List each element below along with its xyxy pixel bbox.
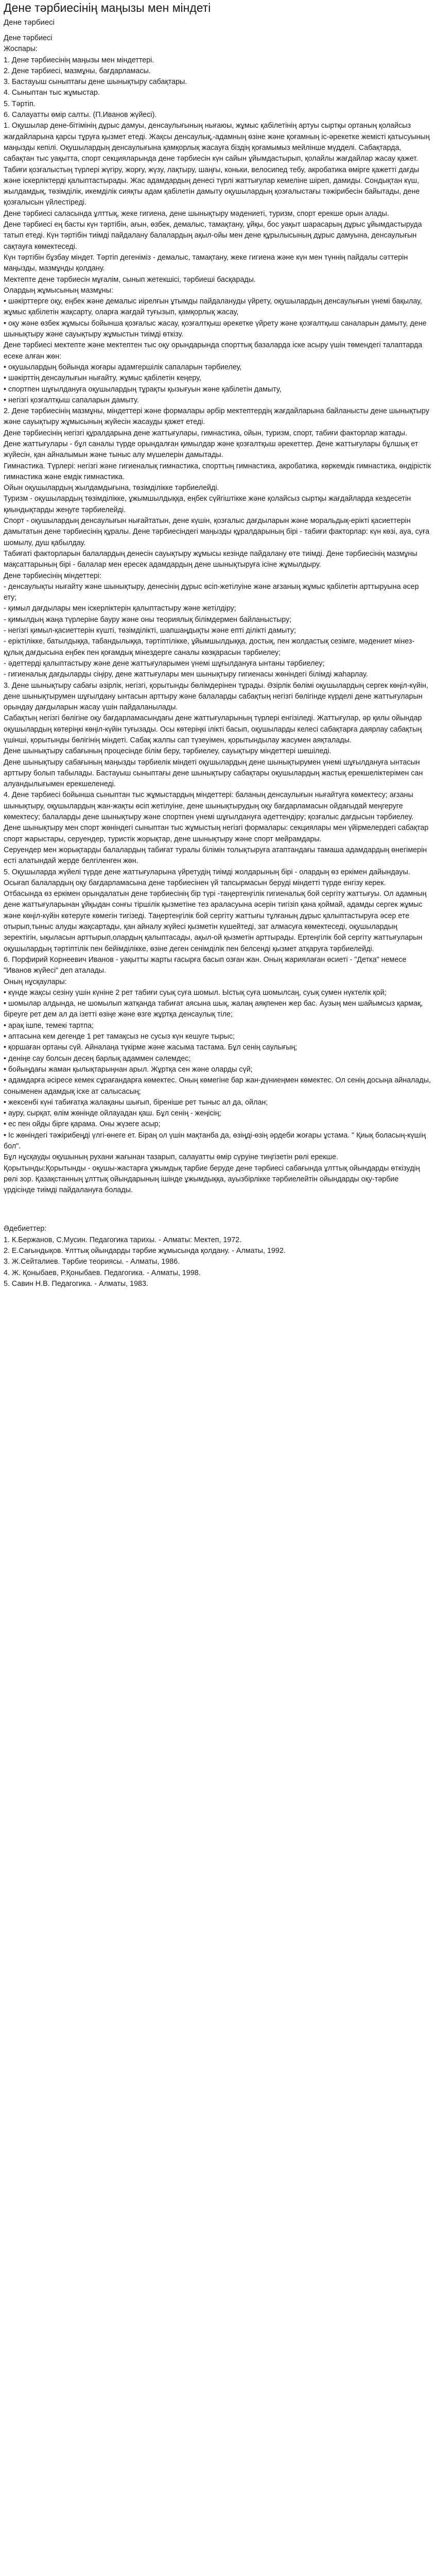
body-paragraph: Мектепте дене тәрбиесін мұғалім, сынып жетекшісі, тәрбиеші басқарады.: [4, 275, 256, 284]
body-paragraph: • арақ ішпе, темекі тартпа;: [4, 1021, 94, 1030]
body-paragraph: 2. Дене тәрбиесінің мазмұны, міндеттері және формалары әрбір мектептердің жағдайларына байланысты дене шынықтыру және сауықтыру жұмысының жүйесін жасауды қажет етеді.: [4, 407, 429, 427]
body-paragraph: - әдеттерді қалыптастыру және дене жаттығуларымен үнемі шұғылдануға ынтаны тәрбиелеу;: [4, 659, 325, 668]
body-paragraph: • оқушылардың бойында жоғары адамгершілік сапаларын тәрбиелеу,: [4, 363, 242, 371]
body-paragraph: Серуендер мен жорықтарды балалардың табиғат туралы білімін толықтыруға атаптандағы тамаша адамдардың өнегімерін есті алатындай жерде белгіленген жөн.: [4, 845, 427, 866]
body-paragraph: • қоршаған ортаны сүй. Айналаңа түкірме және жасыма тастама. Бұл сенің саулығың;: [4, 1043, 298, 1052]
body-paragraph: • адамдарға әсіресе кемек сұрағандарға көмектес. Оның көмегіне бар жан-дүниеңмен көмектес. Ол сенің досыңа айналады, соныменен адамдық іске ат салысасың;: [4, 1076, 431, 1096]
references-section: [4, 1224, 432, 1290]
body-paragraph: Дене шынықтыру мен спорт жөніндегі сыныптан тыс жұмыстың негізгі формалары: секциялары мен үйірмелердегі сабақтар спорт жарыстары, серуендер, туристік жорықтар, дене шынықтыру және спорт мейрамдары.: [4, 824, 429, 843]
body-paragraph: - гигиеналық дағдыларды сіңіру, дене жаттығулары мен шынықтыру гигиенасы жөніндегі білімді жаһарлау.: [4, 670, 368, 679]
body-paragraph: Дене тәрбиесі мектепте және мектептен тыс оқу орындарында спорттық базаларда іске асыру үшін төмендегі талаптарда есеке алған жөн:: [4, 341, 423, 361]
body-paragraph: Дене тәрбиесінің міндеттері:: [4, 571, 101, 580]
body-paragraph: • ауру, сырқат, өлім жөнінде ойлауадан қаш. Бұл сенің - жеңісің;: [4, 1109, 221, 1118]
body-paragraph: 6. Салауатты өмір салты. (П.Иванов жүйесі).: [4, 111, 157, 120]
body-paragraph: - қимыл дағдылары мен іскерліктерін қалыптастыру және жетілдіру;: [4, 604, 236, 613]
body-paragraph: • ес пен ойды бірге қарама. Оны жүзеге асыр;: [4, 1120, 161, 1129]
references-list: [4, 1235, 432, 1290]
reference-item: 2. Е.Сағындықов. Ұлттық ойындарды тәрбие жұмысында қолдану. - Алматы, 1992.: [4, 1247, 286, 1256]
body-paragraph: • шәкірттерге оқу, еңбек және демалыс иірелғын ұтымды пайдалануды үйрету, оқушылардың денсаулығын үнемі бақылау, жұмыс қабілетін жақсарту, оларға жағдай туғызып, қамқорлық жасау,: [4, 297, 422, 317]
body-paragraph: 4. Сыныптан тыс жұмыстар.: [4, 89, 100, 97]
body-paragraph: Оның нұсқаулары:: [4, 977, 67, 986]
body-paragraph: - денсаулықты нығайту және шынықтыру, денесінің дұрыс өсіп-жетілуіне және ағзаның жұмыс қабілетін арттыруына әсер ету;: [4, 582, 419, 602]
body-paragraph: Сабақтың негізгі бөлігіне оқу бағдарламасындағы дене жаттығуларының түрлері енгізіледі. Жаттығулар, әр қилы ойындар оқушылардың көтеріңкі көңіл-күйін туғызады. Осы көтеріңкі ілікті басып, оқушыларды келесі сабақтарға даярлау сабақтың үшінші, қорытынды бөлігінің міндеті. Сабақ жалпы сап түзеуімен, қорытындылау жасумен аяқталады.: [4, 714, 422, 744]
spacer: [4, 1196, 432, 1224]
body-paragraph: - қимылдың жаңа түрлеріне бауру және оны теориялық білімдермен байланыстыру;: [4, 615, 292, 624]
body-paragraph: Дене тәрбиесінің негізгі құралдарына дене жаттығулары, гимнастика, ойын, туризм, спорт, табиғи факторлар жатады.: [4, 429, 408, 437]
body-paragraph: Дене тәрбиесі: [4, 34, 53, 42]
body-paragraph: Спорт - оқушылардың денсаулығын нығайтатын, дене күшін, қозғалыс дағдыларын және моральдық-ерікті қасиеттерін дамытатын дене тәрбиесінің құралы. Дене тәрбиесіндегі маңызды құралдарының бірі - табиғи факторлар: күн көзі, ауа, суға шомылу, душ қабылдау.: [4, 517, 430, 547]
body-paragraph: Дене шынықтыру сабағының процесінде білім беру, тәрбиелеу, сауықтыру міндеттері шешіледі.: [4, 747, 332, 756]
body-paragraph: • күнде жақсы сезіну үшін күніне 2 рет табиғи суық суға шомыл. Ыстық суға шомылсаң, суық сумен нүктелік қой;: [4, 988, 387, 997]
body-paragraph: Дене тәрбиесі ең басты күн тәртібін, ағын, өзбек, демалыс, тамақтану, ұйқы, бос уақыт шарасарың дұрыс ұйымдастыруда татып етеді. Күн тәртібін тиімді пайдалану балалардың ақыл-ойы мен дене құрылысының дұрыс дамуына, денсаулығын сақтауға көмектеседі.: [4, 221, 422, 251]
body-paragraph: • спортпен шұғылдануға оқушылардың тұрақты қызығуын және қабілетін дамыту,: [4, 385, 282, 394]
body-paragraph: Гимнастика. Түрлері: негізгі және гигиеналық гимнастика, спорттың гимнастика, акробатика, көркемдік гимнастика, өндірістік гимнастика және емдік гимнастика.: [4, 462, 431, 481]
body-paragraph: Табиғаті факторларын балалардың денесін сауықтыру жұмысы кезінде пайдалану өте тиімді. Дене тәрбиесінің мазмұны мақсаттарының бірі - балалар мен ересек адамдардың дене шынықтыруға ісіне жұмылдыру.: [4, 549, 417, 569]
body-paragraph: • Іс жөніндегі тәжірибеңді үлгі-өнеге ет. Біраң ол үшін мақтанба да, өзіңді-өзің әрдеби жоғары ұстама. " Қиық боласың-күшің бол".: [4, 1131, 426, 1150]
body-paragraph: Дене тәрбиесі саласында ұлттық, жеке гигиена, дене шынықтыру мәдениеті, туризм, спорт ерекше орын алады.: [4, 209, 389, 218]
page-title: Дене тәрбиесінің маңызы мен міндеті: [4, 1, 211, 14]
body-paragraph: Күн тәртібін бұзбау міндет. Тәртіп дегеніміз - демалыс, тамақтану, жеке гигиена және күн мен түннің пайдалы сәттерін маңызды, мазмұнды қолдану.: [4, 253, 408, 273]
reference-item: 1. К.Бержанов, С.Мусин. Педагогика тарихы. - Алматы: Мектеп, 1972.: [4, 1235, 242, 1244]
body-paragraph: - негізгі қимыл-қасиеттерін күшті, төзімділікті, шапшаңдықты және епті ділікті дамыту;: [4, 626, 297, 635]
body-paragraph: - еріктілікке, батылдыққа, табандылыққа, тәртіптілікке, ұйымшылдыққа, достық, пен жолдастық сезімге, мәдениет мінез-құлық дағдысына еңбек пен қоғамдық мінездерге саналы көзқарасын тәрбиелеу;: [4, 637, 415, 657]
body-paragraph: Бұл нұсқауды оқушының рухани жағынан тазарып, салауатты өмір сүруіне тиңгізетін рөлі ерекше.: [4, 1153, 339, 1162]
body-paragraph: 2. Дене тәрбиесі, мазмұны, бағдарламасы.: [4, 66, 151, 75]
body-paragraph: Дене жаттығулары - бұл саналы түрде орындалған қимылдар және қозғалтқыш әрекеттер. Дене жаттығулары бұлшық ет жүйесін, қан айналымын және тыныс алу мүшелерін дамытады.: [4, 439, 418, 460]
body-paragraph: • оқу және өзбек жұмысы бойынша қозғалыс жасау, қозғалтқыш әрекетке үйрету және қозғалтқыш саналарын дамыту, дене шынықтыру және сауықтыру жұмыстын тиімді өткізу.: [4, 319, 427, 339]
body-paragraph: • негізгі қозғалтқыш сапаларын дамыту.: [4, 396, 139, 404]
body-paragraph: Туризм - оқушылардың төзімділікке, ұжымшылдыққа, еңбек сүйгіштікке және қолайсыз сыртқы жағдайларда кездесетін қиындықтарды жеңуге тәрбиелейді.: [4, 495, 411, 514]
page-subtitle: Дене тәрбиесі: [4, 18, 55, 27]
body-paragraph: • шомылар алдында, не шомылып жатқанда табиғат аясына шық, жалаң аяқпенен жер бас. Аузың мен шайымсыз қармақ, біреуге рет дем ал да ізетті өзіңе және өзге жұртқа денсаулық тіле;: [4, 999, 423, 1019]
body-paragraph: • бойыңдағы жаман қылықтарыңнан арыл. Жұртқа сен және оларды сүй;: [4, 1065, 253, 1074]
reference-item: 5. Савин Н.В. Педагогика. - Алматы, 1983.: [4, 1279, 148, 1288]
body-paragraph: 5. Оқушыларда жүйелі түрде дене жаттығуларына үйретудің тиімді жолдарының бірі - олардың өз еркімен дайындауы. Осығап балалардың оқу бағдарламасына дене тәрбиесінен үй тапсырмасын беруді міндетті түрде енгізу керек.: [4, 868, 410, 887]
body-paragraph: Жоспары:: [4, 45, 38, 54]
body-paragraph: 6. Порфирий Корнеевич Иванов - уақытты жарты ғасырға басып озған жан. Оның жариялаған өсиеті - "Детка" немесе "Иванов жүйесі" деп аталады.: [4, 955, 407, 975]
body-paragraph: 3. Дене шынықтыру сабағы әзірлік, негізгі, қорытынды бөлімдерінен тұрады. Әзірлік бөлімі оқушылардың сергек көңіл-күйін, дене шынықтырумен шұғылдану ынтасын арттыру және балаларды сабақтың негізгі бөлігінде күрделі дене жаттығуларын орындау дағдыларын жасау үшін пайдаланылады.: [4, 681, 428, 712]
body-paragraph: • аптасына кем дегенде 1 рет тамақсыз не сусыз күн кешуге тырыс;: [4, 1032, 235, 1041]
body-paragraph: Отбасында өз еркімен орындалатын дене тәрбиесінің бір түрі -таңертеңгілік гигиеналық бой сергіту жаттығуы. Ол адамның дене жаттығуларынан ұйқыдан сонғы тіршілік қызметіне тез араласуына әсерін тигізіп қана қоймай, адамды сергек жұмыс және көңіл-күйін көтеруге көмегін тигізеді. Таңертеңгілік бой сергіту жаттығы тұлғаның дұрыс қалыптастыруға әсер ете отырып,тыныс алуды жақсартады, қан айналу жүйесі қызметін күшейтеді, зат алмасуға көмектеседі, оқушылардың зеректігін, ықыласын арттырып,олардың қалыптасады, ақыл-ой қызметін арттырады. Ертеңгілік бой сергіту жаттығуларын оқушылардың тәртіптілік пен бейімділікке, өзіне деген сенімділік пен белсенді қызмет атқаруға тәрбиелейді.: [4, 890, 427, 953]
reference-item: 3. Ж.Сейталиев. Тәрбие теориясы. - Алматы, 1986.: [4, 1258, 180, 1266]
body-paragraph: 5. Тәртіп.: [4, 99, 36, 108]
references-heading: Әдебиеттер:: [4, 1225, 47, 1233]
body-paragraph: Ойын оқушылардың жылдамдығына, төзімділікке тәрбиелейді.: [4, 484, 219, 493]
body-paragraph: Олардың жұмысының мазмұны:: [4, 286, 113, 295]
reference-item: 4. Ж. Қоныбаев, Р.Қоныбаев. Педагогика. - Алматы, 1998.: [4, 1268, 201, 1277]
body-paragraph: • шәкірттің денсаулығын нығайту, жұмыс қабілетін кеңеру,: [4, 374, 201, 383]
body-paragraph: • деніңе сау болсын десең барлық адаммен сәлемдес;: [4, 1054, 191, 1063]
body-paragraph: 1. Дене тәрбиесінің маңызы мен міндеттері.: [4, 56, 154, 64]
body-paragraph: Табиғи қозғалыстың түрлері жүгіру, жорғу, жүзу, лақтыру, шаңғы, коньки, велосипед тебу, акробатика өмірге қажетті дағды және іскерліктерді қалыптастырады. Жас адамдардың денесі түрлі жаттығулар кемеліне шіреп, дамиды. Сондықтан күш, жылдамдық, төзімділік, икемділік сияқты адам қабілетін дамыту оқушылардың қозғалыстағы тәжірибесін байытады, дене қозғалысын үйлестіреді.: [4, 165, 420, 207]
body-paragraph: Қорытынды:Қорытынды - оқушы-жастарға ұжымдық тарбие беруде дене тәрбиесі сабағында ұлттық ойындарды өткізудің рөлі зор. Қазақстанның ұлттық ойындарының ішінде ұжымдыққа, ауызбірлікке тәрбиелейтін ойындарды оқу-тәрбие үрдісінде тиімді пайдалануға болады.: [4, 1164, 420, 1195]
body-paragraph: 4. Дене тәрбиесі бойынша сыныптан тыс жұмыстардың міндеттері: баланың денсаулығын нығайтуға көмектесу; ағзаны шынықтыру, оқушылардың жан-жақты өсіп жетілуіне, дене шынықтырудың оқу бағдарламасын ойдағыдай меңгеруге көмектесу; балаларды дене шынықтыру және спортпен үнемі шұғылдануға әдеттендіру; қозғалыс дағдысын тәрбиелеу.: [4, 791, 414, 822]
body-paragraph: • жексенбі күні табиғатқа жалақаны шығып, біреніше рет тыныс ал да, ойлан;: [4, 1098, 268, 1107]
body-paragraph: Дене шынықтыру сабағының маңызды тәрбиелік міндеті оқушылардың дене шынықтырумен үнемі шұғылдануға ынтасын арттыру болып табылады. Бастауыш сыныптағы дене шынықтыру сабақтары оқушылардың жастық ерекшеліктерімен сан алуандылығымен ерекшеленеді.: [4, 758, 423, 789]
document-body: [4, 33, 432, 1196]
body-paragraph: 1. Оқушылар дене-бітімінің дұрыс дамуы, денсаулығының нығаюы, жұмыс қабілетінің артуы сыртқы ортаның қолайсыз жағдайларына қарсы тұруға қызмет етеді. Жақсы денсаулық,-адамның өзіне және қоғамның іс-әрекетке жемісті қатысуының маңызды кепілі. Оқушылардың денсаулығына қамқорлық жасауға біздің қоғамымыз мейлінше мүдделі. Сабақтарда, сабақтан тыс уақытта, спорт секцияларында дене тәрбиесін күн сайын ұйымдастырып, қолайлы жағдайлар жасау қажет.: [4, 122, 430, 163]
body-paragraph: 3. Бастауыш сыныптағы дене шынықтыру сабақтары.: [4, 78, 187, 87]
